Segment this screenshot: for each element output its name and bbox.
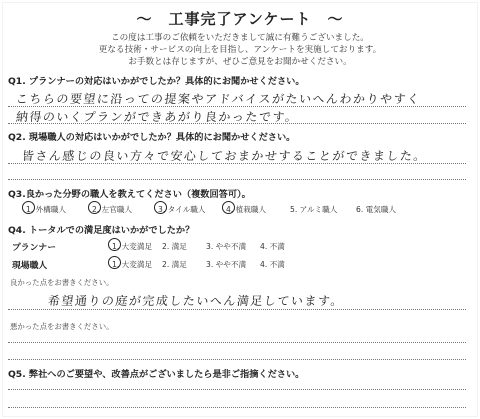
q4-planner-selected-circle — [108, 238, 121, 251]
q4-craftsman-option-2: 2. 満足 — [162, 260, 187, 269]
q3-circle-2 — [88, 201, 101, 214]
q1-rule-2 — [8, 123, 466, 124]
q3-option-3: 3. タイル職人 — [158, 205, 206, 214]
q4-good-rule-1 — [8, 309, 466, 310]
q4-craftsman-option-4: 4. 不満 — [260, 260, 285, 269]
q1-answer-line-2: 納得のいくプランができあがり良かったです。 — [15, 110, 300, 124]
intro-line-2: 更なる技術・サービスの向上を目指し、アンケートを実施しております。 — [98, 45, 382, 55]
q3-option-1: 1. 外構職人 — [26, 205, 67, 214]
q3-circle-3 — [154, 201, 167, 214]
q4-planner-option-3: 3. やや不満 — [206, 242, 247, 251]
q3-question: Q3.良かった分野の職人を教えてください（複数回答可）。 — [8, 189, 251, 200]
q4-craftsman-option-3: 3. やや不満 — [206, 260, 247, 269]
q3-option-5: 5. アルミ職人 — [290, 205, 338, 214]
q5-rule-2 — [8, 407, 466, 408]
q4-bad-label: 悪かった点をお書きください。 — [10, 322, 114, 331]
q4-planner-option-4: 4. 不満 — [260, 242, 285, 251]
q4-planner-option-1: 1. 大変満足 — [112, 242, 153, 251]
q4-question: Q4. トータルでの満足度はいかがでしたか？ — [8, 225, 195, 236]
q4-bad-rule-1 — [8, 342, 466, 343]
q5-rule-1 — [8, 389, 466, 390]
q3-option-6: 6. 電気職人 — [356, 205, 397, 214]
q2-rule-2 — [8, 179, 466, 180]
q4-good-answer: 希望通りの庭が完成したいへん満足しています。 — [47, 294, 345, 308]
q4-craftsman-option-1: 1. 大変満足 — [112, 260, 153, 269]
q4-planner-option-2: 2. 満足 — [162, 242, 187, 251]
q4-good-label: 良かった点をお書きください。 — [10, 278, 114, 287]
survey-title: ～ 工事完了アンケート ～ — [136, 10, 344, 28]
q3-option-2: 2. 左官職人 — [92, 205, 133, 214]
q3-circle-4 — [222, 201, 235, 214]
q1-rule-1 — [8, 106, 466, 107]
q1-question: Q1. プランナーの対応はいかがでしたか？具体的にお聞かせください。 — [8, 76, 305, 87]
q4-bad-rule-2 — [8, 359, 466, 360]
q1-answer-line-1: こちらの要望に沿っての提案やアドバイスがたいへんわかりやすく — [15, 92, 422, 106]
intro-line-1: この度は工事のご依頼をいただきまして誠に有難うございました。 — [111, 33, 369, 43]
q5-question: Q5. 弊社へのご要望や、改善点がございましたら是非ご指摘ください。 — [8, 369, 305, 380]
q4-row-craftsman-label: 現場職人 — [12, 261, 48, 271]
q2-question: Q2. 現場職人の対応はいかがでしたか？具体的にお聞かせください。 — [8, 132, 296, 143]
q3-option-4: 4. 植栽職人 — [226, 205, 267, 214]
q3-circle-1 — [22, 201, 35, 214]
q4-row-planner-label: プランナー — [12, 243, 56, 253]
q2-rule-1 — [8, 163, 466, 164]
q2-answer: 皆さん感じの良い方々で安心しておまかせすることができました。 — [21, 149, 428, 163]
q4-craftsman-selected-circle — [108, 256, 121, 269]
intro-line-3: お手数とは存じますが、ぜひご意見をお聞かせください。 — [128, 57, 352, 67]
